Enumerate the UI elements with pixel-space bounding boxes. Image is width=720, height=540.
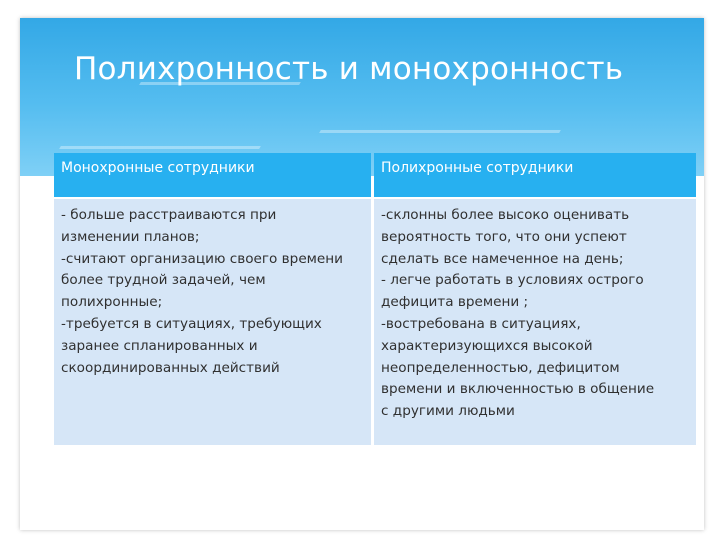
text-line: более трудной задачей, чем [61, 272, 266, 289]
text-line: с другими людьми [381, 403, 515, 420]
text-line: характеризующихся высокой [381, 337, 593, 354]
cell-polychronic [374, 199, 696, 445]
decorative-streak [319, 130, 561, 133]
text-line: изменении планов; [61, 228, 200, 245]
text-line: полихронные; [61, 294, 163, 311]
text-line: вероятность того, что они успеют [381, 228, 627, 245]
text-line: -востребована в ситуациях, [381, 315, 581, 332]
text-line: заранее спланированных и [61, 337, 258, 354]
text-line: -требуется в ситуациях, требующих [61, 315, 322, 332]
cell-monochronic [54, 199, 371, 445]
slide-title: Полихронность и монохронность [74, 51, 624, 87]
header-monochronic: Монохронные сотрудники [54, 153, 371, 197]
text-line: сделать все намеченное на день; [381, 250, 624, 267]
comparison-table [54, 153, 696, 445]
text-line: - легче работать в условиях острого [381, 272, 644, 289]
text-line: -склонны более высоко оценивать [381, 207, 630, 223]
slide [20, 18, 704, 530]
header-polychronic: Полихронные сотрудники [374, 153, 696, 197]
text-line: времени и включенностью в общение [381, 381, 655, 398]
text-line: неопределенностью, дефицитом [381, 359, 620, 376]
text-line: дефицита времени ; [381, 294, 529, 311]
text-line: скоординированных действий [61, 359, 280, 376]
decorative-streak [59, 146, 261, 149]
text-line: -считают организацию своего времени [61, 250, 344, 267]
text-line: - больше расстраиваются при [61, 207, 277, 223]
